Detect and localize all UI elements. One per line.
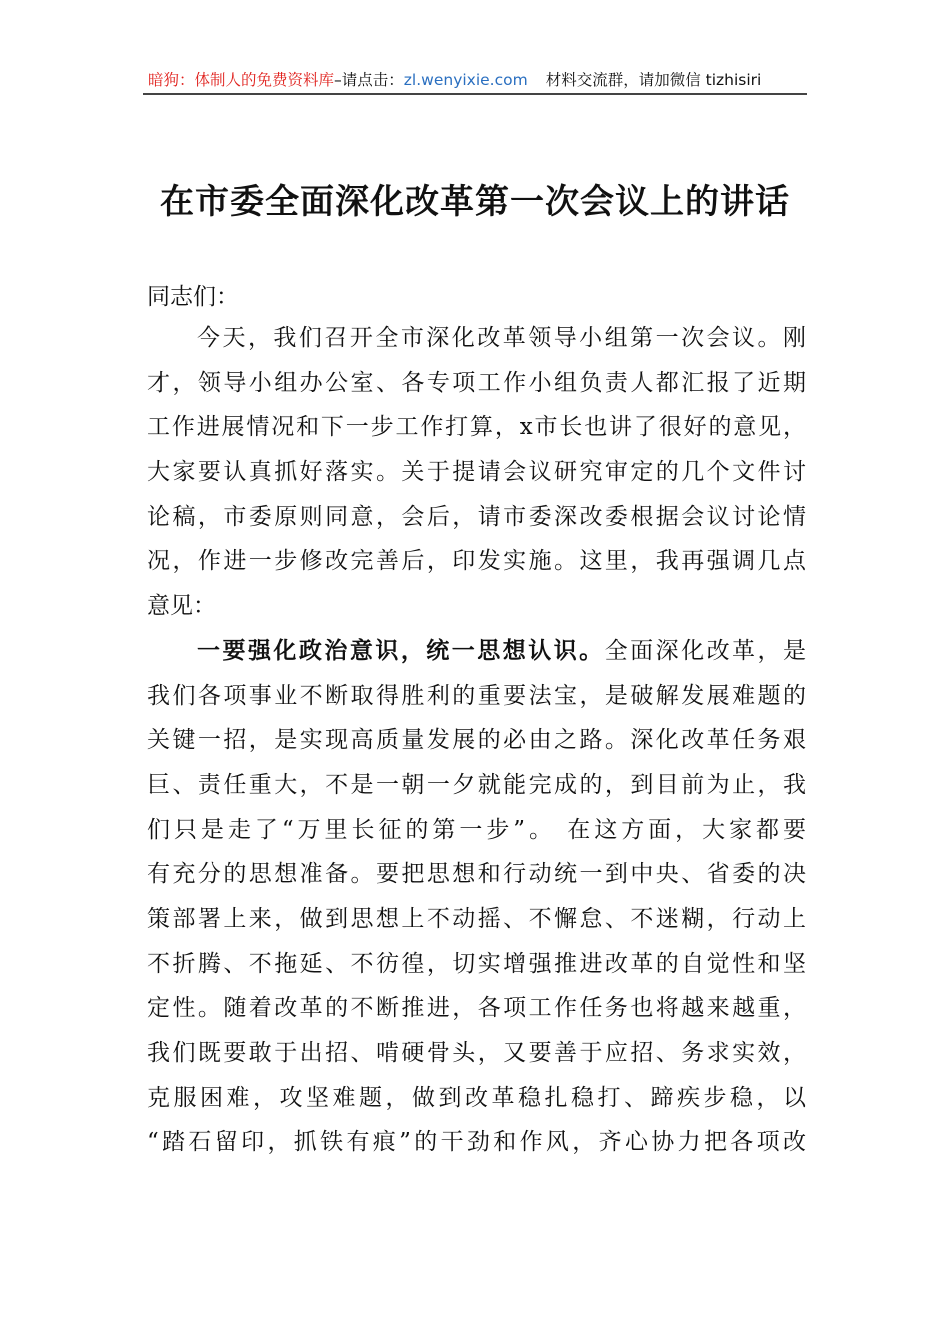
paragraph-line: 克服困难，攻坚难题，做到改革稳扎稳打、蹄疾步稳，以	[147, 1084, 806, 1111]
contact-text: 材料交流群，请加微信 tizhisiri	[545, 71, 762, 89]
paragraph-line: 大家要认真抓好落实。关于提请会议研究审定的几个文件讨	[147, 459, 806, 486]
section-heading: 一要强化政治意识，统一思想认识。	[197, 636, 605, 664]
paragraph-text: 全面深化改革，是	[604, 637, 807, 664]
site-link[interactable]: zl.wenyixie.com	[403, 71, 528, 89]
click-prompt: –请点击：	[334, 71, 404, 89]
paragraph-line: 况，作进一步修改完善后，印发实施。这里，我再强调几点	[147, 548, 806, 575]
paragraph-line: 关键一招，是实现高质量发展的必由之路。深化改革任务艰	[147, 727, 806, 754]
paragraph-line: 我们各项事业不断取得胜利的重要法宝，是破解发展难题的	[147, 682, 806, 709]
page-header	[148, 68, 804, 90]
paragraph-line: 不折腾、不拖延、不彷徨，切实增强推进改革的自觉性和坚	[147, 950, 806, 977]
paragraph-line: 有充分的思想准备。要把思想和行动统一到中央、省委的决	[147, 861, 806, 888]
paragraph-line: 意见：	[147, 593, 216, 620]
paragraph-line: 们只是走了“万里长征的第一步”。 在这方面，大家都要	[147, 816, 806, 843]
greeting: 同志们：	[147, 284, 239, 310]
brand-text: 暗狗：体制人的免费资料库	[148, 71, 335, 89]
document-body	[147, 316, 806, 1165]
paragraph-line	[147, 629, 806, 674]
paragraph-line: “踏石留印，抓铁有痕”的干劲和作风，齐心协力把各项改	[147, 1129, 806, 1156]
paragraph-line: 今天，我们召开全市深化改革领导小组第一次会议。刚	[197, 325, 806, 351]
paragraph-line: 定性。随着改革的不断推进，各项工作任务也将越来越重，	[147, 995, 806, 1022]
paragraph-line: 策部署上来，做到思想上不动摇、不懈怠、不迷糊，行动上	[147, 905, 806, 932]
paragraph-line: 才，领导小组办公室、各专项工作小组负责人都汇报了近期	[147, 369, 806, 396]
document-title: 在市委全面深化改革第一次会议上的讲话	[160, 182, 790, 222]
paragraph-line: 我们既要敢于出招、啃硬骨头，又要善于应招、务求实效，	[147, 1040, 806, 1066]
paragraph-line: 工作进展情况和下一步工作打算，x市长也讲了很好的意见，	[147, 414, 806, 441]
paragraph-line: 巨、责任重大，不是一朝一夕就能完成的，到目前为止，我	[147, 771, 806, 798]
header-divider	[143, 93, 807, 95]
paragraph-line: 论稿，市委原则同意，会后，请市委深改委根据会议讨论情	[147, 503, 806, 530]
